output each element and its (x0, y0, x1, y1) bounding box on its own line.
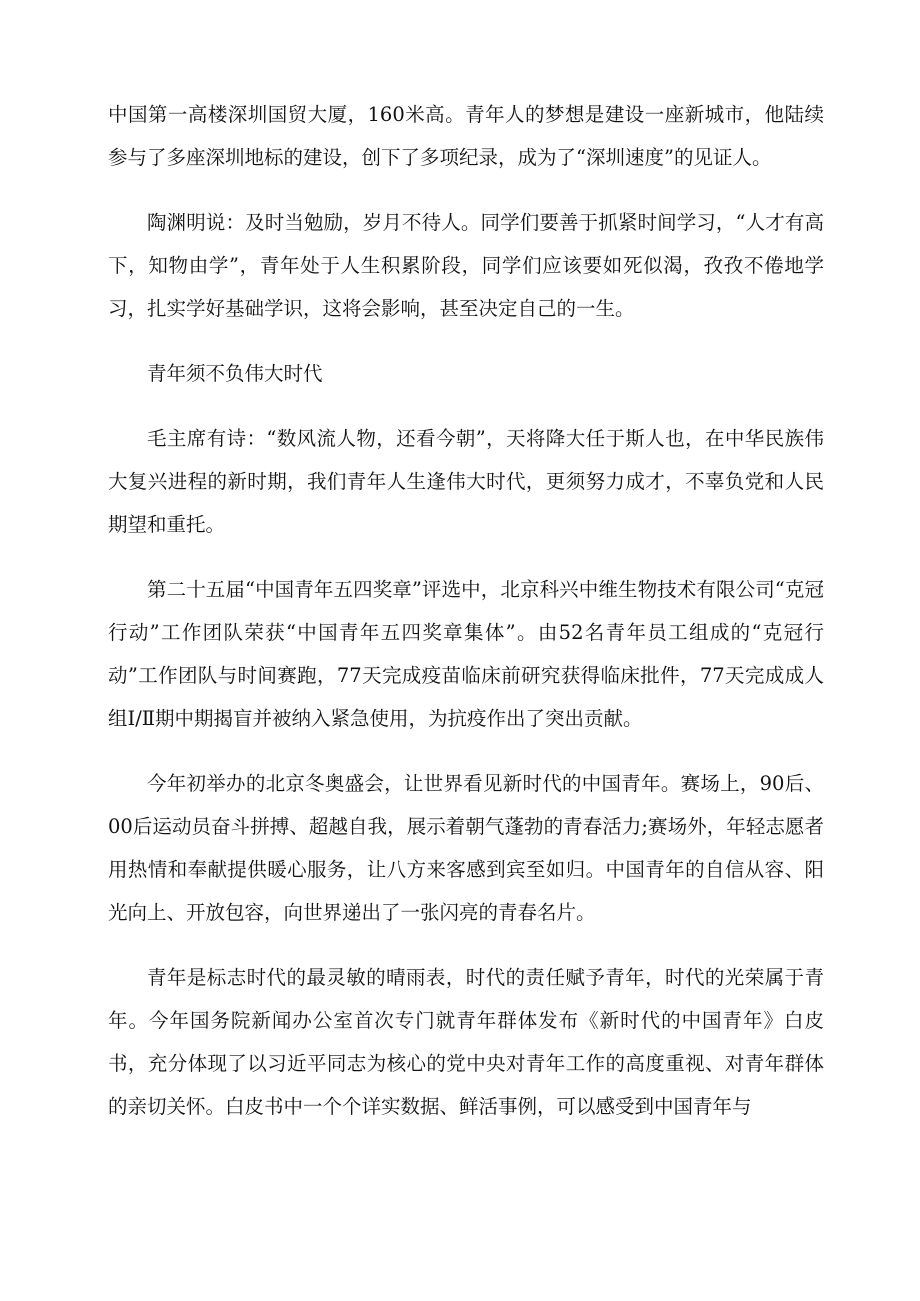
paragraph-2: 陶渊明说：及时当勉励，岁月不待人。同学们要善于抓紧时间学习，“人才有高下，知物由学”，青年处于人生积累阶段，同学们应该要如死似渴，孜孜不倦地学习，扎实学好基础学识，这将会影响，甚至决定自己的一生。 (108, 211, 824, 320)
document-body (108, 93, 824, 1150)
paragraph-4: 第二十五届“中国青年五四奖章”评选中，北京科兴中维生物技术有限公司“克冠行动”工作团队荣获“中国青年五四奖章集体”。由52名青年员工组成的“克冠行动”工作团队与时间赛跑，77天完成疫苗临床前研究获得临床批件，77天完成成人组Ⅰ/Ⅱ期中期揭盲并被纳入紧急使用，为抗疫作出了突出贡献。 (108, 578, 824, 730)
section-heading: 青年须不负伟大时代 (147, 362, 323, 385)
paragraph-1: 中国第一高楼深圳国贸大厦，160米高。青年人的梦想是建设一座新城市，他陆续参与了多座深圳地标的建设，创下了多项纪录，成为了“深圳速度”的见证人。 (108, 103, 824, 169)
paragraph-6: 青年是标志时代的最灵敏的晴雨表，时代的责任赋予青年，时代的光荣属于青年。今年国务院新闻办公室首次专门就青年群体发布《新时代的中国青年》白皮书，充分体现了以习近平同志为核心的党中央对青年工作的高度重视、对青年群体的亲切关怀。白皮书中一个个详实数据、鲜活事例，可以感受到中国青年与 (108, 966, 824, 1118)
paragraph-5: 今年初举办的北京冬奥盛会，让世界看见新时代的中国青年。赛场上，90后、00后运动员奋斗拼搏、超越自我，展示着朝气蓬勃的青春活力;赛场外，年轻志愿者用热情和奉献提供暖心服务，让八方来客感到宾至如归。中国青年的自信从容、阳光向上、开放包容，向世界递出了一张闪亮的青春名片。 (108, 772, 824, 924)
paragraph-3: 毛主席有诗：“数风流人物，还看今朝”，天将降大任于斯人也，在中华民族伟大复兴进程的新时期，我们青年人生逢伟大时代，更须努力成才，不辜负党和人民期望和重托。 (108, 427, 824, 536)
